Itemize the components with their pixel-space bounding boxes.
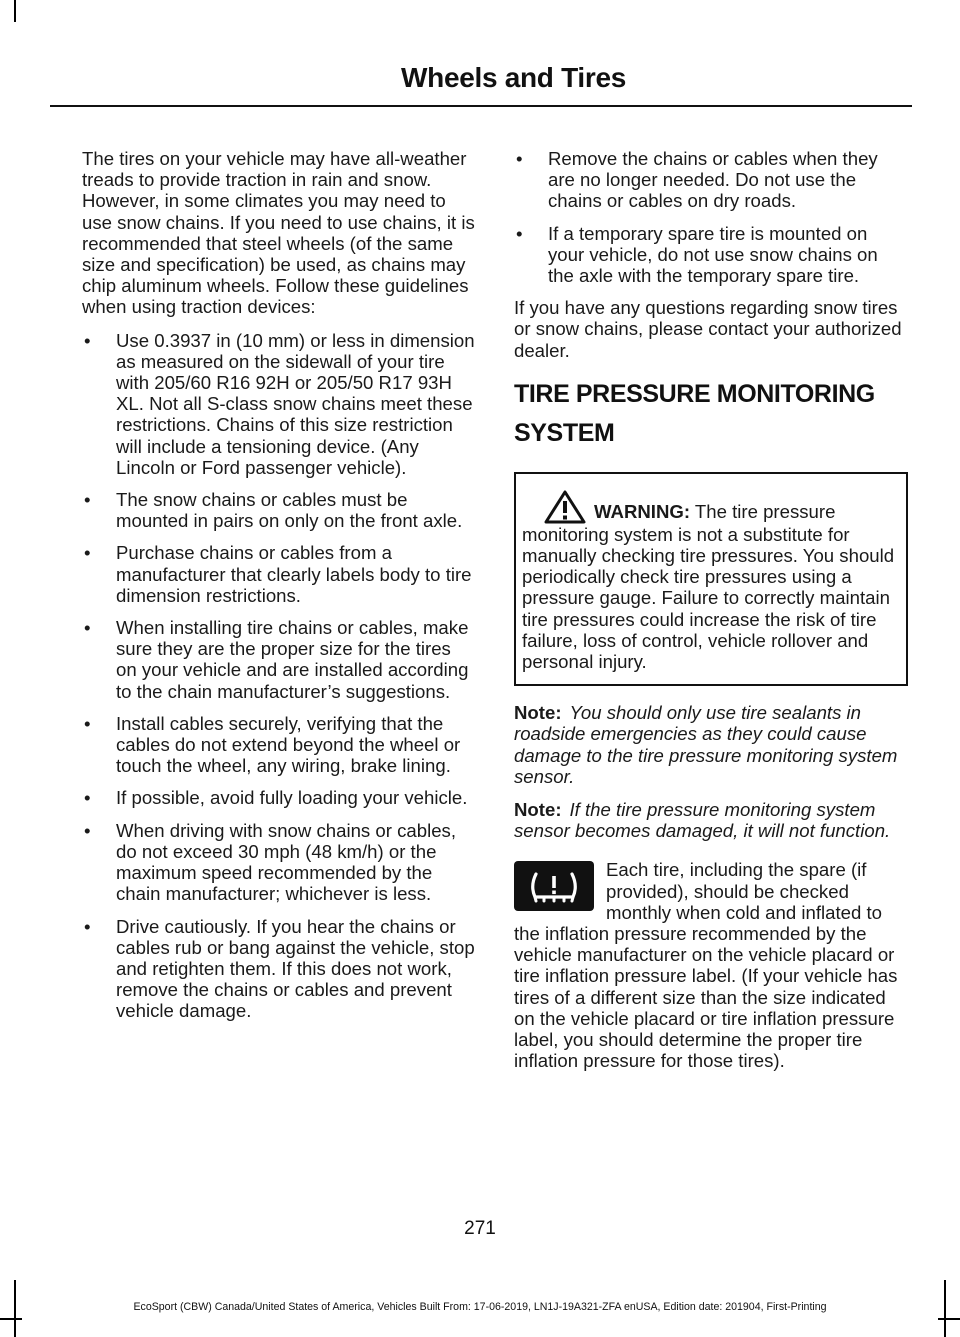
list-item: • If a temporary spare tire is mounted on your vehicle, do not use snow chains on the axle with the temporary spare tire. (514, 223, 908, 287)
list-item: • When installing tire chains or cables, make sure they are the proper size for the tires on your vehicle and are installed according to the chain manufacturer’s suggestions. (82, 617, 476, 702)
note-sealants (514, 702, 908, 787)
intro-paragraph: The tires on your vehicle may have all-weather treads to provide traction in rain and snow. However, in some climates you may need to use snow chains. If you need to use chains, it is recommended that steel wheels (of the same size and specification) be used, as chains may chip aluminum wheels. Follow these guidelines when using traction devices: (82, 148, 475, 318)
note-label: Note: (514, 702, 562, 724)
list-item: • Purchase chains or cables from a manufacturer that clearly labels body to tire dimension restrictions. (82, 542, 476, 606)
header-rule (50, 105, 912, 107)
list-item: • The snow chains or cables must be mounted in pairs on only on the front axle. (82, 489, 476, 531)
left-column (82, 148, 476, 1033)
list-item: • When driving with snow chains or cables, do not exceed 30 mph (48 km/h) or the maximum speed recommended by the chain manufacturer; whichever is less. (82, 820, 476, 905)
crop-mark-top-left (14, 0, 16, 22)
contact-dealer-paragraph: If you have any questions regarding snow tires or snow chains, please contact your authorized dealer. (514, 297, 902, 361)
warning-triangle-icon (544, 490, 586, 524)
note-label: Note: (514, 799, 562, 821)
list-item: • Remove the chains or cables when they are no longer needed. Do not use the chains or cables on dry roads. (514, 148, 908, 212)
note-sensor-damage (514, 799, 908, 841)
warning-label: WARNING: (594, 500, 691, 522)
traction-guidelines-list (82, 330, 476, 1022)
list-item: • If possible, avoid fully loading your vehicle. (82, 787, 476, 808)
section-heading (514, 379, 908, 448)
warning-text: The tire pressure monitoring system is not a substitute for manually checking tire pressures. You should periodically check tire pressures using a pressure gauge. Failure to correctly maintain tire pressures could increase the risk of tire failure, loss of control, vehicle rollover and personal injury. (522, 500, 895, 673)
crop-mark-bottom-right-h (938, 1318, 960, 1320)
tpms-paragraph (514, 859, 908, 1071)
list-item: • Install cables securely, verifying that the cables do not extend beyond the wheel or touch the wheel, any wiring, brake lining. (82, 713, 476, 777)
chains-removal-list (514, 148, 908, 286)
low-tire-pressure-icon (514, 861, 594, 911)
section-heading-line-1: TIRE PRESSURE MONITORING (514, 379, 875, 408)
page-title: Wheels and Tires (401, 62, 626, 93)
warning-box (514, 472, 908, 686)
right-column (514, 148, 908, 1084)
note-text: If the tire pressure monitoring system sensor becomes damaged, it will not function. (514, 799, 891, 842)
list-item: • Drive cautiously. If you hear the chains or cables rub or bang against the vehicle, stop and retighten them. If this does not work, remove the chains or cables and prevent vehicle damage. (82, 916, 476, 1022)
crop-mark-bottom-left-h (0, 1318, 22, 1320)
page-number: 271 (464, 1218, 496, 1239)
note-text: You should only use tire sealants in roadside emergencies as they could cause damage to the tire pressure monitoring system sensor. (514, 702, 898, 787)
section-heading-line-2: SYSTEM (514, 418, 615, 447)
tpms-text: Each tire, including the spare (if provided), should be checked monthly when cold and inflated to the inflation pressure recommended by the vehicle manufacturer on the vehicle placard or tire inflation pressure label. (If your vehicle has tires of a different size than the size indicated on the vehicle placard or tire inflation pressure label, you should determine the proper tire inflation pressure for those tires). (514, 859, 898, 1072)
footer-edition-info: EcoSport (CBW) Canada/United States of America, Vehicles Built From: 17-06-2019, LN1J-19A321-ZFA enUSA, Edition date: 201904, First-Printing (133, 1301, 827, 1313)
list-item: • Use 0.3937 in (10 mm) or less in dimension as measured on the sidewall of your tire with 205/60 R16 92H or 205/50 R17 93H XL. Not all S-class snow chains meet these restrictions. Chains of this size restriction will include a tensioning device. (Any Lincoln or Ford passenger vehicle). (82, 330, 476, 478)
